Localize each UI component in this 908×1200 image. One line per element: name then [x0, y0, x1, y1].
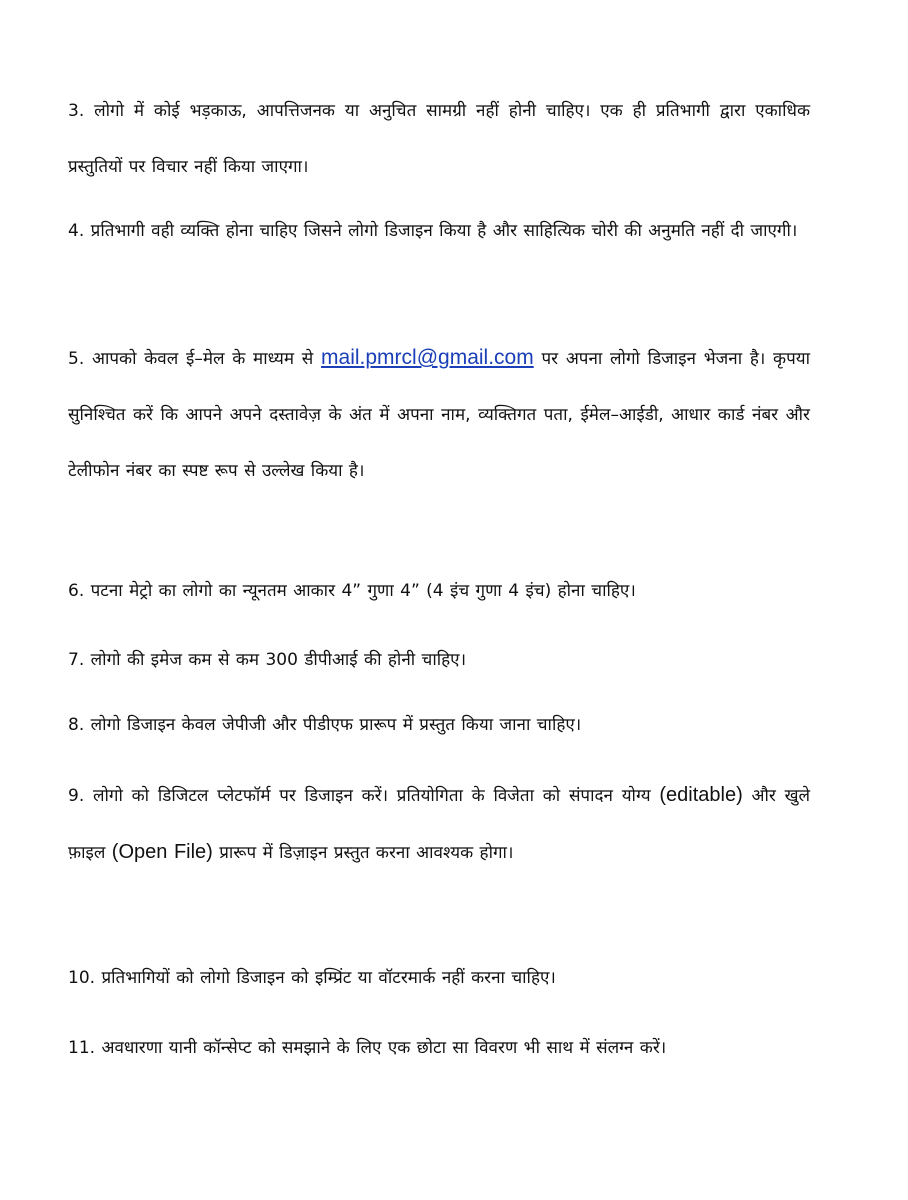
- item-number: 8.: [68, 715, 85, 735]
- item-number: 11.: [68, 1038, 96, 1058]
- item-text: लोगो में कोई भड़काऊ, आपत्तिजनक या अनुचित सामग्री नहीं होनी चाहिए। एक ही प्रतिभागी द्वारा एकाधिक प्रस्तुतियों पर विचार नहीं किया जाएगा।: [68, 101, 810, 177]
- editable-term: (editable): [659, 784, 743, 806]
- list-item-8: [68, 697, 810, 753]
- item-number: 9.: [68, 786, 85, 806]
- item-text: लोगो की इमेज कम से कम 300 डीपीआई की होनी चाहिए।: [90, 650, 467, 670]
- item-number: 3.: [68, 101, 85, 121]
- item-number: 10.: [68, 968, 96, 988]
- item-number: 4.: [68, 221, 85, 241]
- item-text-before: लोगो को डिजिटल प्लेटफॉर्म पर डिजाइन करें। प्रतियोगिता के विजेता को संपादन योग्य: [92, 786, 651, 806]
- item-number: 6.: [68, 581, 85, 601]
- item-text-after: प्रारूप में डिज़ाइन प्रस्तुत करना आवश्यक होगा।: [219, 843, 514, 863]
- item-text: लोगो डिजाइन केवल जेपीजी और पीडीएफ प्रारूप में प्रस्तुत किया जाना चाहिए।: [90, 715, 582, 735]
- item-text: अवधारणा यानी कॉन्सेप्ट को समझाने के लिए एक छोटा सा विवरण भी साथ में संलग्न करें।: [101, 1038, 667, 1058]
- list-item-7: [68, 632, 810, 688]
- item-text-before: आपको केवल ई–मेल के माध्यम से: [91, 349, 314, 369]
- item-text: प्रतिभागियों को लोगो डिजाइन को इम्प्रिंट या वॉटरमार्क नहीं करना चाहिए।: [101, 968, 556, 988]
- item-text-mid: और खुले फ़ाइल: [68, 786, 811, 863]
- list-item-3: [68, 83, 810, 195]
- item-text-after: पर अपना लोगो डिजाइन भेजना है। कृपया सुनिश्चित करें कि आपने अपने दस्तावेज़ के अंत में अपना नाम, व्यक्तिगत पता, ईमेल–आईडी, आधार कार्ड नंबर और टेलीफोन नंबर का स्पष्ट रूप से उल्लेख किया है।: [68, 349, 811, 481]
- list-item-9: [68, 767, 810, 881]
- list-item-10: [68, 950, 810, 1006]
- email-link[interactable]: mail.pmrcl@gmail.com: [321, 346, 534, 369]
- item-number: 5.: [68, 349, 85, 369]
- list-item-5: [68, 330, 810, 499]
- item-number: 7.: [68, 650, 85, 670]
- item-text: पटना मेट्रो का लोगो का न्यूनतम आकार 4” गुणा 4” (4 इंच गुणा 4 इंच) होना चाहिए।: [90, 581, 636, 601]
- list-item-6: [68, 563, 810, 619]
- list-item-4: [68, 203, 810, 259]
- list-item-11: [68, 1020, 810, 1076]
- open-file-term: (Open File): [111, 841, 213, 863]
- item-text: प्रतिभागी वही व्यक्ति होना चाहिए जिसने लोगो डिजाइन किया है और साहित्यिक चोरी की अनुमति नहीं दी जाएगी।: [90, 221, 798, 241]
